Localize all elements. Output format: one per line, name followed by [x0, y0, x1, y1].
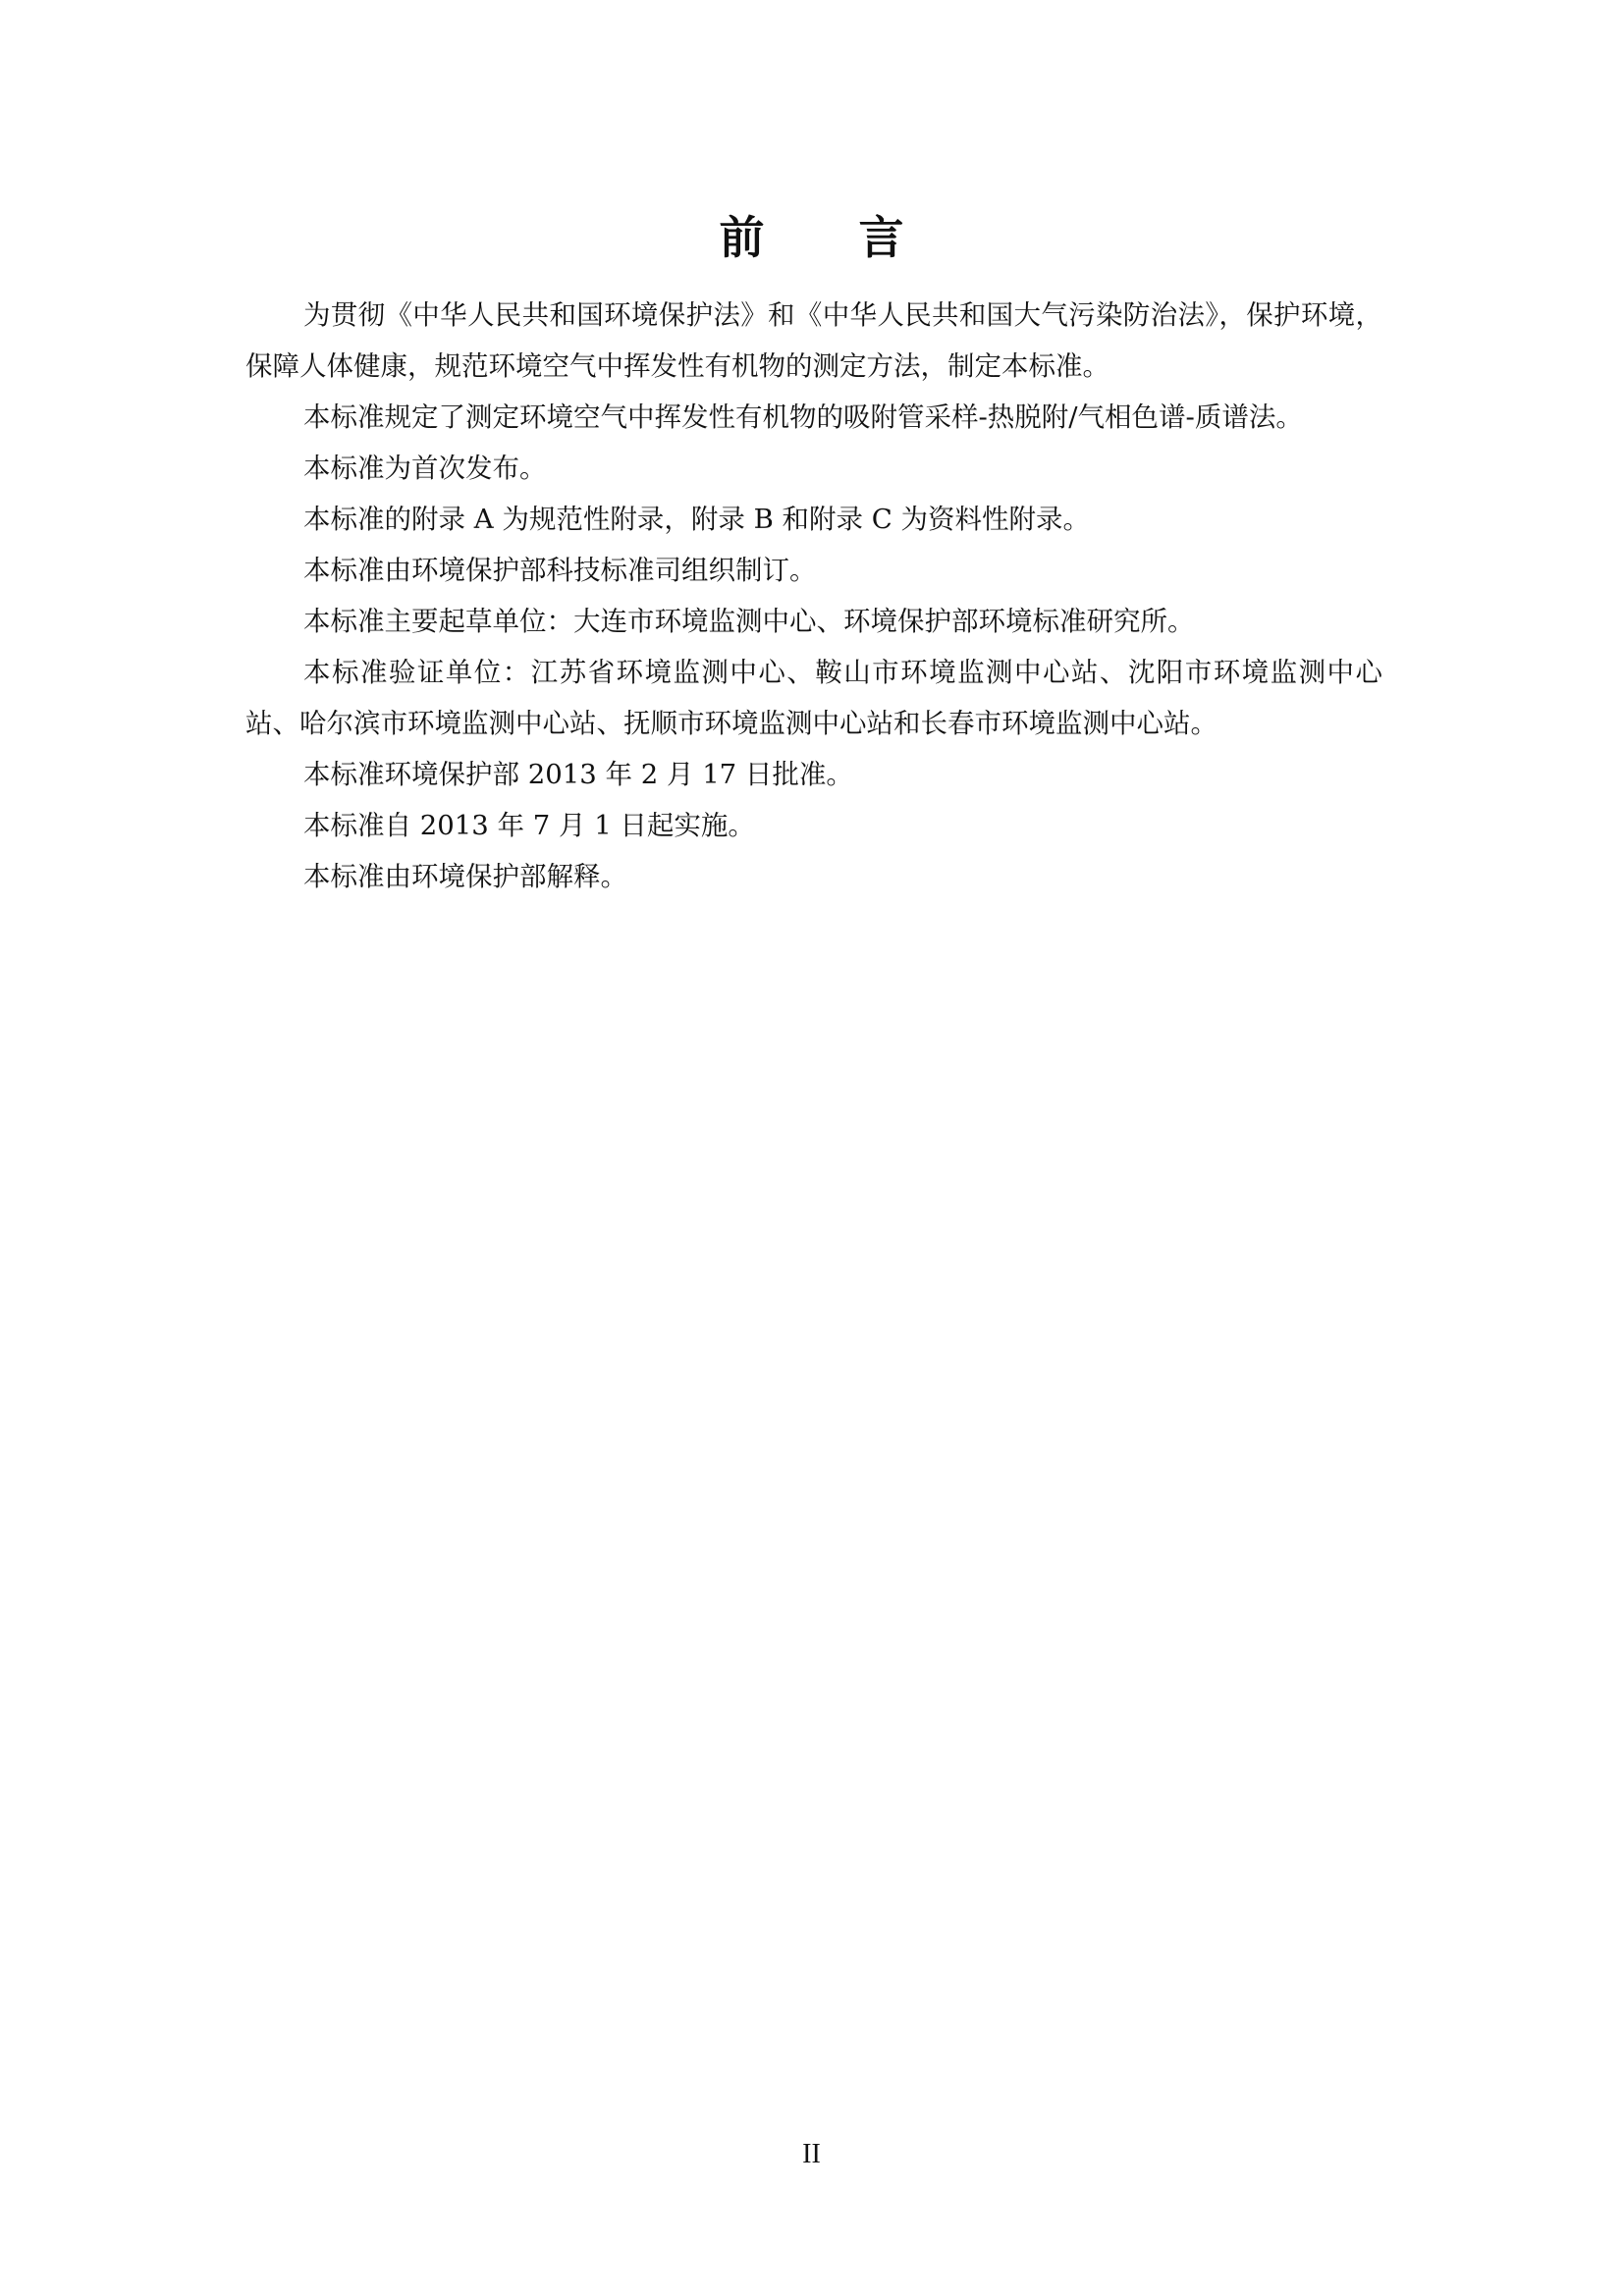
page-number: II [802, 2139, 821, 2169]
foreword-body [245, 290, 1382, 902]
paragraph-drafting-units: 本标准主要起草单位：大连市环境监测中心、环境保护部环境标准研究所。 [303, 606, 1195, 637]
paragraph-interpretation: 本标准由环境保护部解释。 [303, 861, 627, 892]
paragraph-approval-date: 本标准环境保护部 2013 年 2 月 17 日批准。 [303, 759, 853, 790]
paragraph-appendices: 本标准的附录 A 为规范性附录，附录 B 和附录 C 为资料性附录。 [303, 504, 1091, 535]
paragraph-organizer: 本标准由环境保护部科技标准司组织制订。 [303, 555, 817, 586]
page-title: 前 言 [719, 211, 944, 264]
paragraph-verification-units: 本标准验证单位：江苏省环境监测中心、鞍山市环境监测中心站、沈阳市环境监测中心站、哈尔滨市环境监测中心站、抚顺市环境监测中心站和长春市环境监测中心站。 [245, 657, 1382, 739]
paragraph-effective-date: 本标准自 2013 年 7 月 1 日起实施。 [303, 810, 755, 841]
paragraph-purpose: 为贯彻《中华人民共和国环境保护法》和《中华人民共和国大气污染防治法》，保护环境，保障人体健康，规范环境空气中挥发性有机物的测定方法，制定本标准。 [245, 299, 1382, 382]
paragraph-first-release: 本标准为首次发布。 [303, 453, 547, 484]
paragraph-scope: 本标准规定了测定环境空气中挥发性有机物的吸附管采样-热脱附/气相色谱-质谱法。 [303, 401, 1303, 433]
